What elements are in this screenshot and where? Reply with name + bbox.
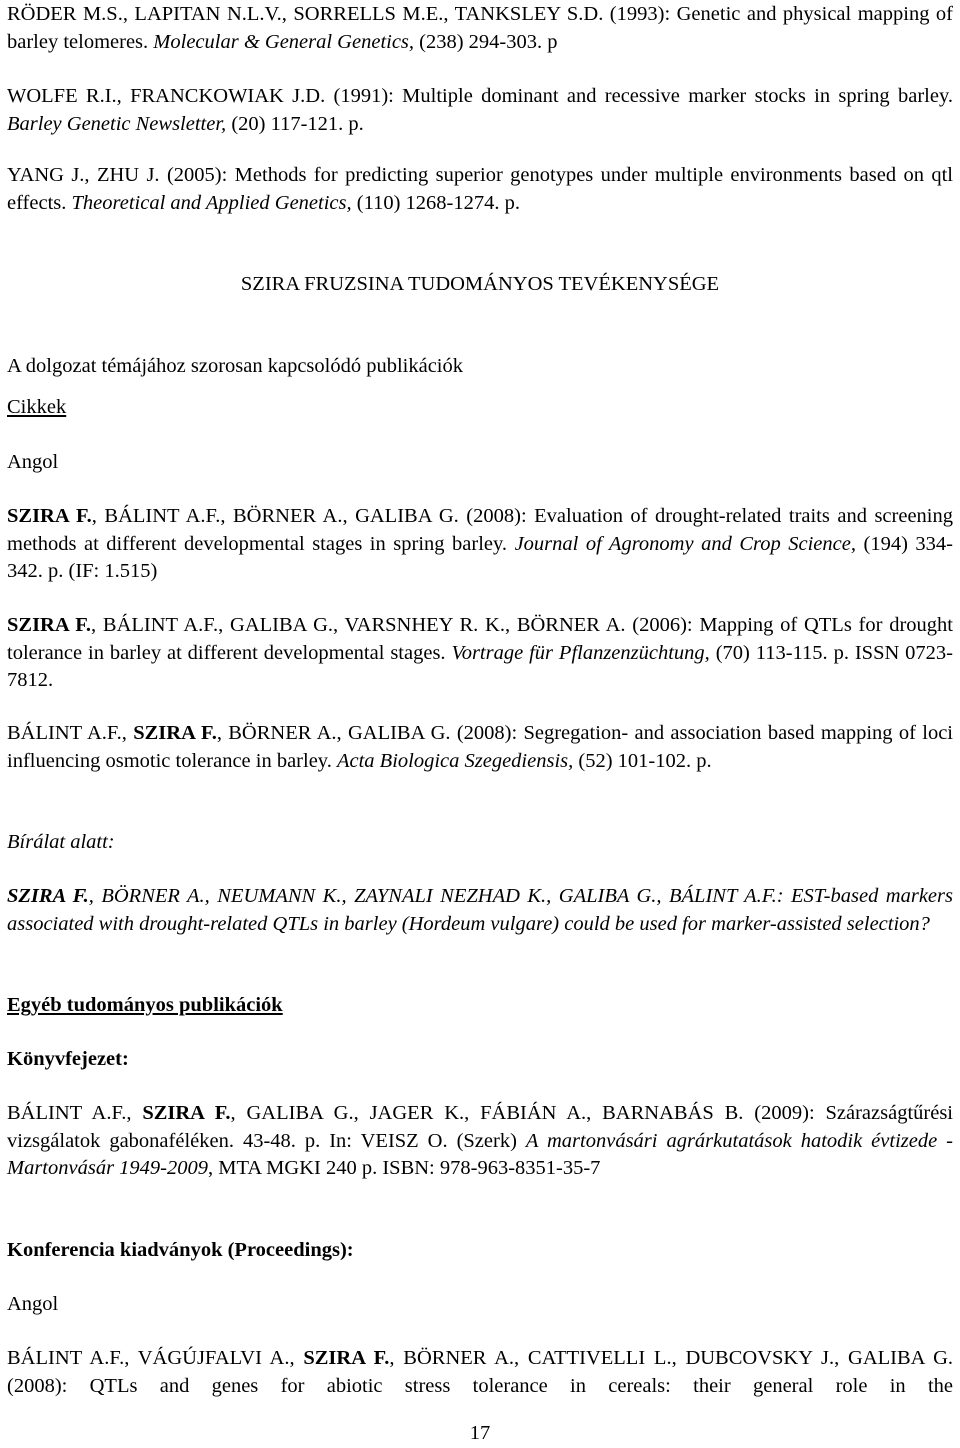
author-highlight: SZIRA F. bbox=[7, 885, 89, 907]
publication-6 bbox=[7, 1345, 953, 1400]
publication-book-title: A martonvásári agrárkutatások hatodik évtizede - Martonvásár 1949-2009 bbox=[7, 1129, 953, 1179]
publication-authors: BÁLINT A.F., VÁGÚJFALVI A., bbox=[7, 1347, 304, 1369]
publication-authors: BÁLINT A.F., bbox=[7, 722, 134, 744]
publication-citation: (70) 113-115. p. ISSN 0723-7812. bbox=[7, 641, 954, 691]
reference-journal: Theoretical and Applied Genetics, bbox=[71, 191, 352, 214]
reference-authors: WOLFE R.I., FRANCKOWIAK J.D. (1991): Multiple dominant and recessive marker stocks in spring barley. bbox=[7, 85, 953, 107]
reference-journal: Barley Genetic Newsletter, bbox=[7, 112, 227, 135]
publication-text: , BÁLINT A.F., GALIBA G., VARSNHEY R. K., BÖRNER A. (2006): Mapping of QTLs for drought tolerance in barley at different developmental stages. bbox=[7, 614, 953, 664]
publication-authors: BÁLINT A.F., bbox=[7, 1102, 143, 1124]
reference-citation: (238) 294-303. p bbox=[414, 30, 558, 53]
publication-journal: Journal of Agronomy and Crop Science, bbox=[514, 532, 856, 555]
publication-text: , BÖRNER A., NEUMANN K., ZAYNALI NEZHAD K., GALIBA G., BÁLINT A.F.: EST-based markers associated with drought-related QTLs in barley (Hordeum vulgare) could be used for marker-assisted selection? bbox=[7, 885, 953, 935]
heading-under-review: Bírálat alatt: bbox=[7, 831, 115, 853]
publication-citation: , MTA MGKI 240 p. ISBN: 978-963-8351-35-7 bbox=[208, 1157, 601, 1179]
author-highlight: SZIRA F. bbox=[142, 1102, 231, 1124]
heading-proceedings: Konferencia kiadványok (Proceedings): bbox=[7, 1239, 354, 1261]
heading-angol-2: Angol bbox=[7, 1293, 59, 1315]
reference-citation: (110) 1268-1274. p. bbox=[351, 191, 520, 214]
subheading-related-publications: A dolgozat témájához szorosan kapcsolódó publikációk bbox=[7, 355, 464, 377]
author-highlight: SZIRA F. bbox=[7, 505, 92, 527]
publication-2 bbox=[7, 612, 953, 695]
reference-authors: YANG J., ZHU J. (2005): Methods for predicting superior genotypes under multiple environments based on qtl effects. bbox=[7, 164, 953, 214]
author-highlight: SZIRA F. bbox=[303, 1347, 390, 1369]
publication-5 bbox=[7, 1100, 953, 1183]
publication-text: , BÖRNER A., CATTIVELLI L., DUBCOVSKY J., GALIBA G. (2008): QTLs and genes for abiotic stress tolerance in cereals: their general role in the bbox=[7, 1347, 954, 1397]
publication-text: , GALIBA G., JAGER K., FÁBIÁN A., BARNABÁS B. (2009): Szárazságtűrési vizsgálatok gabonaféléken. 43-48. p. In: VEISZ O. (Szerk) bbox=[7, 1102, 954, 1152]
reference-yang bbox=[7, 162, 953, 217]
page-number: 17 bbox=[469, 1422, 491, 1444]
heading-cikkek: Cikkek bbox=[7, 396, 67, 418]
publication-1 bbox=[7, 503, 953, 586]
author-highlight: SZIRA F. bbox=[133, 722, 217, 744]
reference-journal: Molecular & General Genetics, bbox=[153, 30, 415, 53]
reference-roder bbox=[7, 1, 953, 56]
reference-wolfe bbox=[7, 83, 953, 138]
heading-angol: Angol bbox=[7, 451, 59, 473]
reference-authors: RÖDER M.S., LAPITAN N.L.V., SORRELLS M.E., TANKSLEY S.D. (1993): Genetic and physical mapping of barley telomeres. bbox=[7, 3, 953, 53]
publication-3 bbox=[7, 720, 953, 775]
publication-journal: Acta Biologica Szegediensis, bbox=[336, 749, 574, 772]
publication-citation: (194) 334-342. p. (IF: 1.515) bbox=[7, 532, 953, 582]
reference-citation: (20) 117-121. p. bbox=[226, 112, 364, 135]
heading-other-publications: Egyéb tudományos publikációk bbox=[7, 994, 283, 1016]
publication-text: , BÁLINT A.F., BÖRNER A., GALIBA G. (2008): Evaluation of drought-related traits and screening methods at different developmental stages in spring barley. bbox=[7, 505, 953, 555]
publication-journal: Vortrage für Pflanzenzüchtung, bbox=[451, 641, 710, 664]
section-title: SZIRA FRUZSINA TUDOMÁNYOS TEVÉKENYSÉGE bbox=[240, 273, 720, 295]
author-highlight: SZIRA F. bbox=[7, 614, 92, 636]
publication-citation: (52) 101-102. p. bbox=[573, 749, 712, 772]
publication-4 bbox=[7, 883, 953, 938]
publication-text: , BÖRNER A., GALIBA G. (2008): Segregation- and association based mapping of loci influencing osmotic tolerance in barley. bbox=[7, 722, 953, 772]
heading-book-chapter: Könyvfejezet: bbox=[7, 1048, 129, 1070]
